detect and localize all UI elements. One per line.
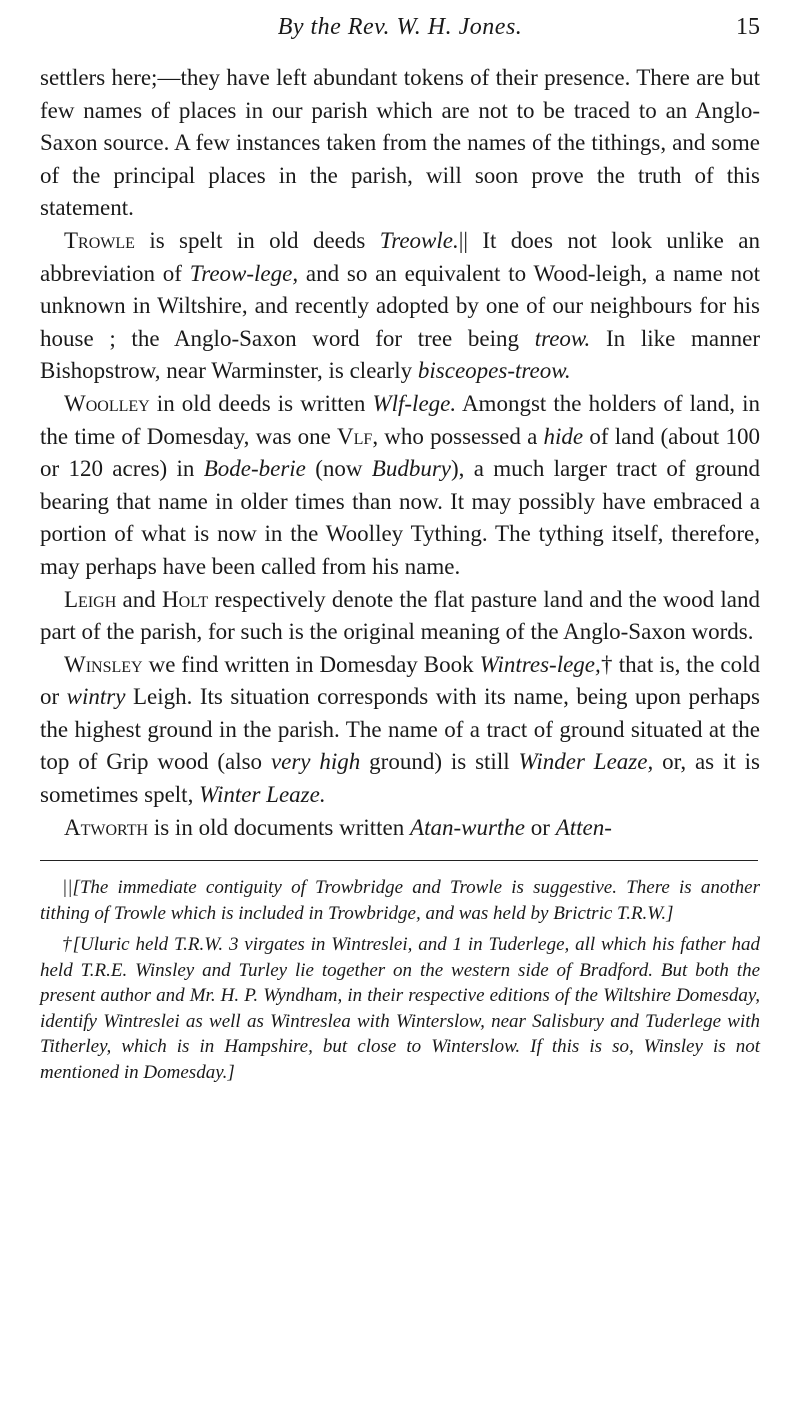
footnote-winsley: †[Uluric held T.R.W. 3 virgates in Wintreslei, and 1 in Tuderlege, all which his father had held T.R.E. Winsley and Turley lie together on the western side of Bradford. But both the present author and Mr. H. P. Wyndham, in their respective editions of the Wiltshire Domesday, identify Wintreslei as well as Wintreslea with Winterslow, near Salisbury and Tuderlege with Titherley, which is in Hampshire, but close to Winterslow. If this is so, Winsley is not mentioned in Domesday.] — [40, 934, 760, 1083]
term-trowle: Trowle — [64, 227, 135, 253]
running-title: By the Rev. W. H. Jones. — [277, 14, 523, 40]
text-run: and so an equivalent to Wood-leigh, a name not unknown in Wiltshire, and recently adopted by one of our neighbours for his house ; the Anglo-Saxon word for tree being — [40, 260, 760, 351]
text-run: Amongst the holders of land, in the time of Domesday, was one — [40, 390, 760, 449]
text-run: or, as it is sometimes spelt, — [40, 749, 761, 808]
paragraph-woolley — [40, 388, 760, 584]
text-run: respectively denote the flat pasture land and the wood land part of the parish, for such is the original meaning of the Anglo-Saxon words. — [40, 586, 761, 645]
text-run: ), a much larger tract of ground bearing that name in older times than now. It may possibly have embraced a portion of what is now in the Woolley Tything. The tything itself, therefore, may perhaps have been called from his name. — [40, 456, 760, 579]
term-winsley: Winsley — [64, 651, 143, 677]
paragraph-1: settlers here;—they have left abundant tokens of their presence. There are but few names of places in our parish which are not to be traced to an Anglo-Saxon source. A few instances taken from the names of the tithings, and some of the principal places in the parish, will soon prove the truth of this statement. — [40, 65, 760, 221]
italic-run: bisceopes-treow. — [417, 358, 571, 384]
paragraph-trowle — [40, 225, 760, 388]
italic-run: Treow-lege, — [189, 260, 299, 286]
page-number: 15 — [736, 14, 760, 40]
italic-run: Atan-wurthe — [410, 814, 526, 840]
term-vlf: Vlf — [337, 423, 373, 449]
paragraph-winsley — [40, 649, 760, 812]
paragraph-leigh-holt — [40, 584, 760, 649]
italic-run: Budbury — [371, 456, 452, 482]
text-run: in old deeds is written — [149, 390, 373, 416]
term-leigh: Leigh — [64, 586, 117, 612]
italic-run: treow. — [534, 325, 591, 351]
italic-run: Wintres-lege, — [479, 651, 601, 677]
text-run: is in old documents written — [148, 814, 411, 840]
body-text — [40, 62, 760, 844]
text-run: or — [525, 814, 556, 840]
text-run: is spelt in old deeds — [134, 227, 380, 253]
italic-run: hide — [543, 423, 584, 449]
italic-run: Bode-berie — [203, 456, 306, 482]
italic-run: Wlf-lege. — [372, 390, 457, 416]
text-run: ground) is still — [360, 749, 519, 775]
footnote-divider — [40, 860, 758, 861]
text-run: || It does not look unlike an abbreviation of — [40, 227, 760, 286]
text-run: of land (about 100 or 120 acres) in — [40, 423, 760, 482]
italic-run: Winter Leaze. — [199, 782, 326, 808]
italic-run: wintry — [66, 684, 126, 710]
paragraph-atworth — [40, 812, 760, 845]
italic-run: Winder Leaze, — [518, 749, 654, 775]
text-run: (now — [305, 456, 372, 482]
term-atworth: Atworth — [64, 814, 149, 840]
book-page — [40, 0, 760, 1422]
text-run: Leigh. Its situation corresponds with its name, being upon perhaps the highest ground in the parish. The name of a tract of ground situated at the top of Grip wood (also — [40, 684, 760, 775]
italic-run: Atten- — [555, 814, 612, 840]
text-run: † that is, the cold or — [40, 651, 760, 710]
italic-run: very high — [270, 749, 361, 775]
term-holt: Holt — [162, 586, 209, 612]
footnotes — [40, 875, 760, 1085]
text-run: In like manner Bishopstrow, near Warminster, is clearly — [40, 325, 760, 384]
italic-run: Treowle. — [379, 227, 459, 253]
text-run: we find written in Domesday Book — [142, 651, 480, 677]
text-run: and — [116, 586, 162, 612]
text-run: , who possessed a — [372, 423, 544, 449]
term-woolley: Woolley — [64, 390, 150, 416]
footnote-trowle: ||[The immediate contiguity of Trowbridge and Trowle is suggestive. There is another tithing of Trowle which is included in Trowbridge, and was held by Brictric T.R.W.] — [40, 877, 760, 924]
running-head — [40, 0, 760, 62]
